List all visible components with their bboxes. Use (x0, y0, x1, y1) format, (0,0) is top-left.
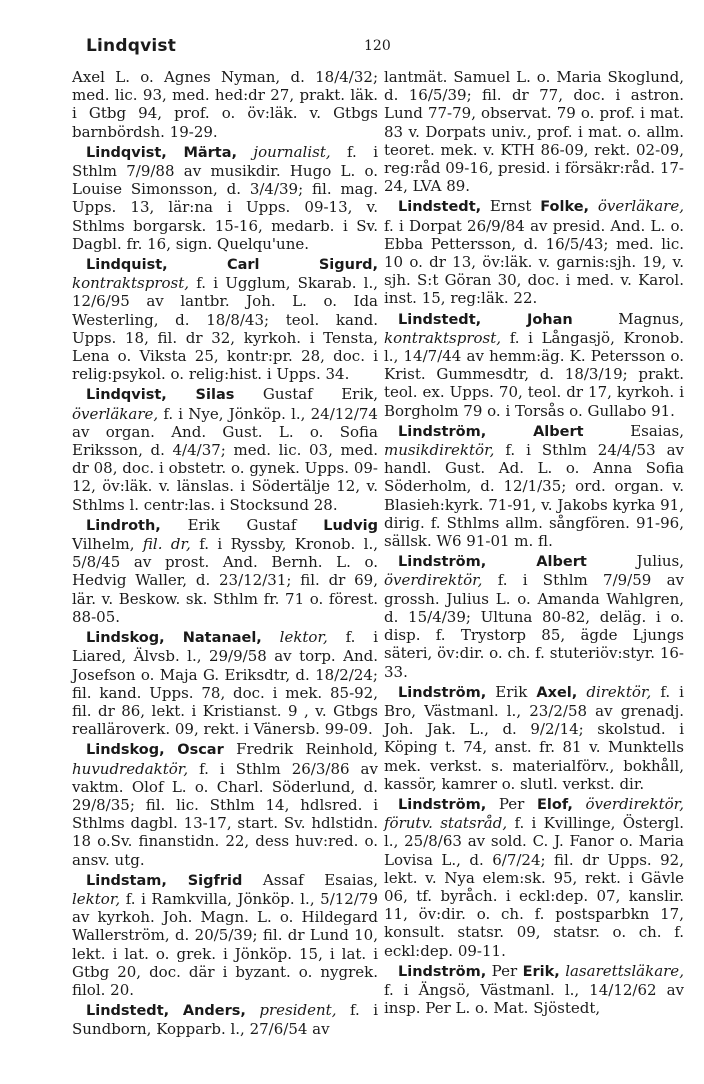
entry-name: Lindström, (398, 963, 487, 980)
biography-entry (72, 1001, 378, 1038)
biography-entry (384, 422, 684, 550)
entry-name: Lindqvist, Silas (86, 387, 235, 404)
entry-text: f. i Sthlm 26/3/86 av vaktm. Olof L. o. Charl. Söderlund, d. 29/8/35; fil. lic. Sthlm 14, hdlsred. i Sthlms dagbl. 13-17, start. Sv. hdlstidn. 18 o.Sv. finanstidn. 22, dess huv:red. o. ansv. utg. (72, 759, 378, 869)
entry-given-names: Magnus, (618, 309, 684, 328)
entry-text: lantmät. Samuel L. o. Maria Skoglund, d. 16/5/39; fil. dr 77, doc. i astron. Lund 77-79, observat. 79 o. prof. i mat. 83 v. Dorpats univ., prof. i mat. o. allm. teoret. mek. v. KTH 86-09, rekt. 02-09, reg:råd 09-16, presid. i försäkr:råd. 17-24, LVA 89. (384, 68, 684, 196)
biography-entry (384, 683, 684, 793)
entry-given-names: Gustaf Erik, (262, 385, 378, 404)
entry-name: Lindquist, Carl Sigurd, (86, 257, 378, 274)
entry-text: f. i Kvillinge, Östergl. l., 25/8/63 av sold. C. J. Fanor o. Maria Lovisa L., d. 6/7/24; fil. dr Upps. 92, lekt. v. Nya elem:sk. 95, rekt. i Gävle 06, tf. byråch. i eckl:dep. 07, kanslir. 11, öv:dir. o. ch. f. postsparbkn 17, konsult. statsr. 09, statsr. o. ch. f. eckl:dep. 09-11. (384, 814, 684, 960)
biography-entry (72, 516, 378, 626)
entry-given-names: Julius, (636, 552, 684, 571)
entry-text: Axel L. o. Agnes Nyman, d. 18/4/32; med. lic. 93, med. hed:dr 27, prakt. läk. i Gtbg 94, prof. o. öv:läk. v. Gtbgs barnbördsh. 19-29. (72, 68, 378, 141)
entry-occupation: kontraktsprost, (384, 328, 502, 347)
entry-called-name: Folke, (540, 199, 590, 216)
entry-given-names: Fredrik Reinhold, (236, 740, 378, 759)
entry-called-name: Erik, (522, 963, 560, 980)
entry-occupation: huvudredaktör, (72, 759, 189, 778)
entry-name: Lindström, (398, 796, 487, 813)
entry-given-names: Per (498, 794, 525, 813)
entry-text: f. i Liared, Älvsb. l., 29/9/58 av torp. And. Josefson o. Maja G. Eriksdtr, d. 18/2/24; fil. kand. Upps. 78, doc. i mek. 85-92, fil. dr 86, lekt. i Kristianst. 9 , v. Gtbgs realläroverk. 09, rekt. i Vänersb. 99-09. (72, 628, 378, 739)
entry-name: Lindström, Albert (398, 554, 587, 571)
entry-occupation: fil. dr, (142, 535, 191, 554)
biography-entry (72, 255, 378, 383)
entry-name: Lindstedt, (398, 199, 482, 216)
entry-text: f. i Dorpat 26/9/84 av presid. And. L. o. Ebba Pettersson, d. 16/5/43; med. lic. 10 o. dr 13, öv:läk. v. garnis:sjh. 19, v. sjh. S:t Göran 30, doc. i med. v. Karol. inst. 15, reg:läk. 22. (384, 216, 684, 308)
biography-entry (384, 795, 684, 960)
page-number: 120 (364, 38, 391, 54)
entry-occupation: överdirektör, (384, 571, 483, 590)
entry-name: Lindroth, (86, 517, 161, 534)
biography-entry (72, 871, 378, 999)
entry-occupation: kontraktsprost, (72, 274, 190, 293)
entry-text: f. i Ängsö, Västmanl. l., 14/12/62 av insp. Per L. o. Mat. Sjöstedt, (384, 980, 684, 1018)
entry-name: Lindstedt, Johan (398, 311, 573, 328)
entry-given-names: Esaias, (630, 421, 684, 440)
entry-text: f. i Sthlm 24/4/53 av handl. Gust. Ad. L. o. Anna Sofia Söderholm, d. 12/1/35; ord. organ. v. Blasieh:kyrk. 71-91, v. Jakobs kyrka 91, dirig. f. Sthlms allm. sångfören. 91-96, sällsk. W6 91-01 m. fl. (384, 441, 684, 551)
entry-name: Lindström, (398, 684, 487, 701)
right-column (384, 68, 684, 1019)
entry-occupation: överdirektör, förutv. statsråd, (384, 794, 684, 833)
entry-called-name: Elof, (537, 796, 573, 813)
entry-extra-names: Vilhelm, (72, 535, 135, 554)
entry-text: f. i Ugglum, Skarab. l., 12/6/95 av lantbr. Joh. L. o. Ida Westerling, d. 18/8/43; teol. kand. Upps. 18, fil. dr 32, kyrkoh. i Tensta, Lena o. Viksta 25, kontr:pr. 28, doc. i relig:psykol. o. relig:hist. i Upps. 34. (72, 274, 378, 384)
entry-text: f. i Sthlm 7/9/88 av musikdir. Hugo L. o. Louise Simonsson, d. 3/4/39; fil. mag. Upps. 13, lär:na i Upps. 09-13, v. Sthlms borgarsk. 15-16, medarb. i Sv. Dagbl. fr. 16, sign. Quelqu'une. (72, 142, 378, 253)
biography-entry (72, 740, 378, 868)
entry-occupation: lasarettsläkare, (565, 961, 684, 980)
left-column (72, 68, 378, 1041)
running-head: Lindqvist (86, 36, 177, 56)
entry-occupation: musikdirektör, (384, 441, 495, 460)
biography-entry (72, 628, 378, 738)
entry-called-name: Axel, (536, 684, 578, 701)
entry-text: f. i Sthlm 7/9/59 av grossh. Julius L. o. Amanda Wahlgren, d. 15/4/39; Ultuna 80-82, deläg. i o. disp. f. Trystorp 85, ägde Ljungs säteri, öv:dir. o. ch. f. stuteriöv:styr. 16-33. (384, 571, 684, 681)
entry-text: f. i Långasjö, Kronob. l., 14/7/44 av hemm:äg. K. Petersson o. Krist. Gummesdtr, d. 18/3/19; prakt. teol. ex. Upps. 70, teol. dr 17, kyrkoh. i Borgholm 79 o. i Torsås o. Gullabo 91. (384, 328, 684, 420)
entry-name: Lindstedt, Anders, (86, 1003, 246, 1020)
entry-occupation: lektor, (279, 628, 328, 647)
entry-text: f. i Ramkvilla, Jönköp. l., 5/12/79 av kyrkoh. Joh. Magn. L. o. Hildegard Wallerström, d. 20/5/39; fil. dr Lund 10, lekt. i lat. o. grek. i Jönköp. 15, i lat. i Gtbg 20, doc. där i byzant. o. nygrek. filol. 20. (72, 889, 378, 999)
entry-given-names: Assaf Esaias, (262, 870, 378, 889)
entry-called-name: Ludvig (323, 517, 378, 534)
biography-entry (384, 68, 684, 195)
entry-text: f. i Nye, Jönköp. l., 24/12/74 av organ. And. Gust. L. o. Sofia Eriksson, d. 4/4/37; med. lic. 03, med. dr 08, doc. i obstetr. o. gynek. Upps. 09-12, öv:läk. v. länslas. i Södertälje 12, v. Sthlms l. centr:las. i Stocksund 28. (72, 404, 378, 514)
entry-name: Lindskog, Oscar (86, 742, 224, 759)
biography-entry (384, 552, 684, 680)
entry-occupation: president, (259, 1001, 337, 1020)
entry-occupation: lektor, (72, 889, 121, 908)
biography-entry (384, 962, 684, 1018)
biography-entry (384, 197, 684, 307)
entry-text: f. i Sundborn, Kopparb. l., 27/6/54 av (72, 1001, 378, 1039)
entry-name: Lindskog, Natanael, (86, 630, 262, 647)
entry-given-names: Erik (495, 682, 528, 701)
entry-occupation: direktör, (586, 682, 652, 701)
entry-given-names: Per (491, 961, 518, 980)
entry-given-names: Ernst (489, 197, 532, 216)
entry-occupation: överläkare, (597, 197, 684, 216)
entry-name: Lindqvist, Märta, (86, 144, 238, 161)
entry-text: f. i Bro, Västmanl. l., 23/2/58 av grenadj. Joh. Jak. L., d. 9/2/14; skolstud. i Köping t. 74, anst. fr. 81 v. Munktells mek. verkst. s. materialförv., bokhåll, kassör, kamrer o. slutl. verkst. dir. (384, 682, 684, 793)
entry-occupation: journalist, (253, 142, 331, 161)
biography-entry (72, 68, 378, 141)
biography-entry (72, 385, 378, 513)
entry-text: f. i Ryssby, Kronob. l., 5/8/45 av prost. And. Bernh. L. o. Hedvig Waller, d. 23/12/31; fil. dr 69, lär. v. Beskow. sk. Sthlm fr. 71 o. förest. 88-05. (72, 535, 378, 626)
entry-name: Lindstam, Sigfrid (86, 872, 243, 889)
entry-name: Lindström, Albert (398, 423, 584, 440)
biography-entry (72, 143, 378, 253)
entry-given-names: Erik Gustaf (187, 515, 297, 534)
biography-entry (384, 310, 684, 420)
entry-occupation: överläkare, (72, 404, 159, 423)
